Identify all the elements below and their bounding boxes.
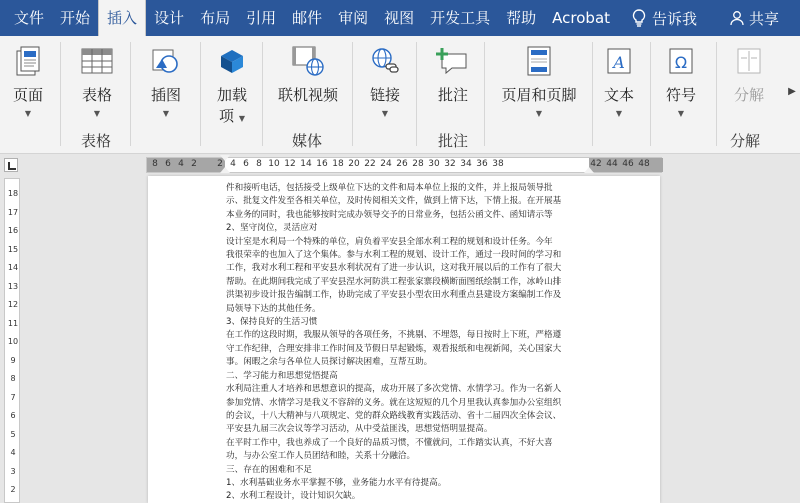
group-separator: [484, 42, 485, 146]
ruler-tick: 10: [268, 159, 280, 169]
split-button[interactable]: [724, 40, 774, 105]
chevron-down-icon: ▼: [162, 109, 170, 118]
document-line: 3、保持良好的生活习惯: [226, 317, 318, 328]
vertical-ruler-tick: 12: [7, 300, 19, 309]
vertical-ruler-tick: 5: [10, 429, 16, 439]
group-separator: [352, 42, 353, 146]
vertical-ruler-tick: 3: [10, 466, 16, 476]
addins-label-line2: 项 ▼: [219, 107, 245, 125]
online-video-button[interactable]: [274, 40, 342, 105]
document-canvas: [24, 176, 800, 503]
document-line: 示、批复文件发至各相关单位，及时传阅相关文件，做到上情下达，下情上报。在开展基: [226, 196, 562, 207]
ruler-tick: 2: [191, 159, 197, 169]
ruler-tick: 14: [300, 159, 312, 169]
vertical-ruler-tick: 15: [7, 244, 19, 254]
document-line: 局领导下达的其他任务。: [226, 303, 321, 314]
ruler-tick: 6: [243, 159, 249, 169]
ribbon: [0, 36, 800, 154]
pages-button[interactable]: [6, 40, 50, 118]
group-label-split: 分解: [730, 132, 761, 150]
menu-bar: [0, 0, 800, 36]
comment-label: 批注: [437, 86, 468, 104]
ruler-left-margin: [147, 158, 225, 172]
table-icon: [80, 44, 114, 78]
document-line: 二、学习能力和思想觉悟提高: [226, 370, 338, 381]
vertical-ruler-tick: 7: [10, 392, 16, 402]
ruler-tick: 20: [348, 159, 360, 169]
tab-review[interactable]: 审阅: [338, 9, 369, 27]
ruler-tick: 34: [460, 159, 472, 169]
pages-icon: [11, 44, 45, 78]
vertical-ruler-tick: 6: [10, 411, 16, 420]
addins-button[interactable]: [210, 40, 254, 126]
tab-home[interactable]: 开始: [60, 9, 91, 27]
symbols-label: 符号: [665, 86, 696, 104]
addins-label: 加载: [216, 86, 247, 104]
tab-mailings[interactable]: 邮件: [292, 9, 323, 27]
document-line: 设计室是水利局一个特殊的单位，肩负着平安县全部水利工程的规划和设计任务。今年: [226, 236, 553, 247]
document-line: 我很荣幸的也加入了这个集体。参与水利工程的规划、设计工作，通过一段时间的学习和: [226, 250, 562, 261]
header-footer-button[interactable]: [494, 40, 584, 118]
ruler-tick: 44: [606, 159, 618, 169]
document-line: 洪渠初步设计报告编制工作，协助完成了平安县小型农田水利重点县建设方案编制工作及: [226, 290, 562, 301]
ruler-tick: 28: [412, 159, 424, 169]
group-separator: [592, 42, 593, 146]
pages-label: 页面: [12, 86, 43, 104]
vertical-ruler[interactable]: [4, 178, 20, 503]
vertical-ruler-tick: 16: [7, 226, 19, 235]
ruler-tick: 26: [396, 159, 408, 169]
document-page[interactable]: [148, 176, 660, 503]
group-label-table: 表格: [81, 132, 112, 150]
tell-me-label: 告诉我: [652, 9, 698, 28]
ruler-tick: 48: [638, 159, 650, 169]
header-footer-icon: [522, 44, 556, 78]
document-line: 平安县九届三次会议等学习活动，从中受益匪浅，思想觉悟明显提高。: [226, 424, 493, 435]
document-line: 的会议，十八大精神与八项规定、党的群众路线教育实践活动、省十二届四次全体会议、: [226, 410, 562, 421]
ruler-tick: 12: [284, 159, 296, 169]
group-separator: [130, 42, 131, 146]
group-separator: [262, 42, 263, 146]
document-line: 在工作的这段时期，我服从领导的各项任务，不挑剔、不埋怨，每日按时上下班，严格遵: [226, 330, 562, 341]
illustrations-icon: [149, 44, 183, 78]
links-button[interactable]: [362, 40, 408, 118]
vertical-ruler-tick: 13: [7, 281, 19, 291]
document-line: 参加党情、水情学习是我义不容辞的义务。就在这短短的几个月里我认真参加办公室组织: [226, 397, 562, 408]
ruler-tick: 36: [476, 159, 488, 169]
vertical-ruler-tick: 4: [10, 448, 16, 457]
vertical-ruler-tick: 17: [7, 207, 19, 217]
tab-file[interactable]: 文件: [14, 9, 45, 27]
ruler-tick: 18: [332, 159, 344, 169]
split-label: 分解: [733, 86, 764, 104]
tell-me-box[interactable]: [624, 8, 705, 29]
group-separator: [60, 42, 61, 146]
vertical-ruler-tick: 10: [7, 337, 19, 346]
document-line: 2、水利工程设计，设计知识欠缺。: [226, 491, 361, 502]
link-icon: [368, 44, 402, 78]
document-line: 件和接听电话，包括接受上级单位下达的文件和局本单位上报的文件，并上报局领导批: [226, 183, 553, 193]
document-line: 事。闲暇之余与各单位人员探讨解决困难，互帮互助。: [226, 357, 433, 368]
ruler-tick: 24: [380, 159, 392, 169]
symbols-button[interactable]: [658, 40, 704, 118]
ruler-tick: 4: [230, 159, 236, 169]
svg-text:A: A: [613, 53, 625, 72]
addins-icon: [215, 44, 249, 78]
online-video-icon: [291, 44, 325, 78]
ruler-tick: 8: [152, 159, 158, 169]
ruler-tick: 22: [364, 159, 376, 169]
tab-acrobat[interactable]: Acrobat: [552, 9, 611, 27]
illustrations-label: 插图: [150, 86, 181, 104]
vertical-ruler-tick: 2: [10, 485, 16, 494]
tab-selector-icon[interactable]: [4, 158, 18, 172]
ribbon-scroll-right-icon[interactable]: ▶: [788, 85, 796, 97]
table-label: 表格: [81, 86, 112, 104]
links-label: 链接: [369, 86, 400, 104]
ruler-tick: 2: [217, 159, 223, 169]
comment-icon: [436, 44, 470, 78]
person-icon: [729, 10, 745, 26]
group-separator: [200, 42, 201, 146]
share-button[interactable]: [723, 8, 785, 29]
share-label: 共享: [749, 9, 780, 28]
ruler-tick: 16: [316, 159, 328, 169]
tab-layout[interactable]: 布局: [200, 9, 231, 27]
document-line: 本业务的同时，我也能够按时完成办领导交予的日常业务，包括公函文件、函知请示等: [226, 209, 553, 220]
text-label: 文本: [603, 86, 634, 104]
tab-help[interactable]: 帮助: [506, 9, 537, 27]
vertical-ruler-tick: 14: [7, 263, 19, 272]
ruler-tick: 46: [622, 159, 634, 169]
ruler-tick: 8: [256, 159, 262, 169]
lightbulb-icon: [632, 9, 646, 27]
tab-insert[interactable]: 插入: [98, 0, 146, 36]
ruler-tick: 4: [178, 159, 184, 169]
group-label-comments: 批注: [438, 132, 469, 150]
vertical-ruler-tick: 11: [7, 318, 19, 328]
document-line: 功，与办公室工作人员团结和睦，关系十分融洽。: [226, 451, 416, 462]
chevron-down-icon: ▼: [93, 109, 101, 118]
chevron-down-icon: ▼: [535, 109, 543, 118]
document-line: 水利局注重人才培养和思想意识的提高，成功开展了多次党情、水情学习。作为一名新人: [226, 384, 562, 395]
document-line: 三、存在的困难和不足: [226, 464, 312, 475]
tab-view[interactable]: 视图: [384, 9, 415, 27]
document-line: 1、水利基础业务水平掌握不够，业务能力水平有待提高。: [226, 477, 447, 488]
header-footer-label: 页眉和页脚: [501, 86, 577, 104]
svg-text:Ω: Ω: [674, 53, 688, 72]
ruler-tick: 6: [165, 159, 171, 169]
chevron-down-icon: ▼: [615, 109, 623, 118]
vertical-ruler-tick: 18: [7, 189, 19, 198]
document-body[interactable]: [226, 182, 590, 503]
document-line: 在平时工作中，我也养成了一个良好的品质习惯，不懂就问，工作踏实认真，不好大喜: [226, 437, 553, 448]
chevron-down-icon: ▼: [381, 109, 389, 118]
online-video-label: 联机视频: [277, 86, 338, 104]
tab-developer[interactable]: 开发工具: [430, 9, 491, 27]
ruler-tick: 32: [444, 159, 456, 169]
group-separator: [716, 42, 717, 146]
tab-design[interactable]: 设计: [154, 9, 185, 27]
split-icon: [732, 44, 766, 78]
text-button[interactable]: [598, 40, 640, 118]
omega-icon: [664, 44, 698, 78]
illustrations-button[interactable]: [144, 40, 188, 118]
document-line: 帮助。在此期间我完成了平安县涅水河防洪工程张家寨段横断面图纸绘制工作，冰岭山排: [226, 276, 562, 287]
vertical-ruler-tick: 8: [10, 374, 16, 383]
vertical-ruler-tick: 9: [10, 355, 16, 365]
group-separator: [650, 42, 651, 146]
ruler-tick: 30: [428, 159, 440, 169]
ruler-row: [0, 154, 800, 176]
text-box-icon: [602, 44, 636, 78]
chevron-down-icon: ▼: [24, 109, 32, 118]
comment-button[interactable]: [430, 40, 476, 105]
ruler-tick: 38: [492, 159, 504, 169]
document-line: 2、坚守岗位，灵活应对: [226, 223, 318, 234]
group-label-media: 媒体: [292, 132, 323, 150]
tab-references[interactable]: 引用: [246, 9, 277, 27]
group-separator: [416, 42, 417, 146]
table-button[interactable]: [74, 40, 120, 118]
ruler-tick: 42: [590, 159, 602, 169]
chevron-down-icon: ▼: [677, 109, 685, 118]
document-line: 守工作纪律，合理安排非工作时间及节假日早起锻炼，观看报纸和电视新闻，关心国家大: [226, 343, 562, 354]
horizontal-ruler[interactable]: [146, 157, 662, 173]
document-line: 工作，我对水利工程和平安县水利状况有了进一步认识，这对我开展以后的工作有了很大: [226, 263, 562, 274]
